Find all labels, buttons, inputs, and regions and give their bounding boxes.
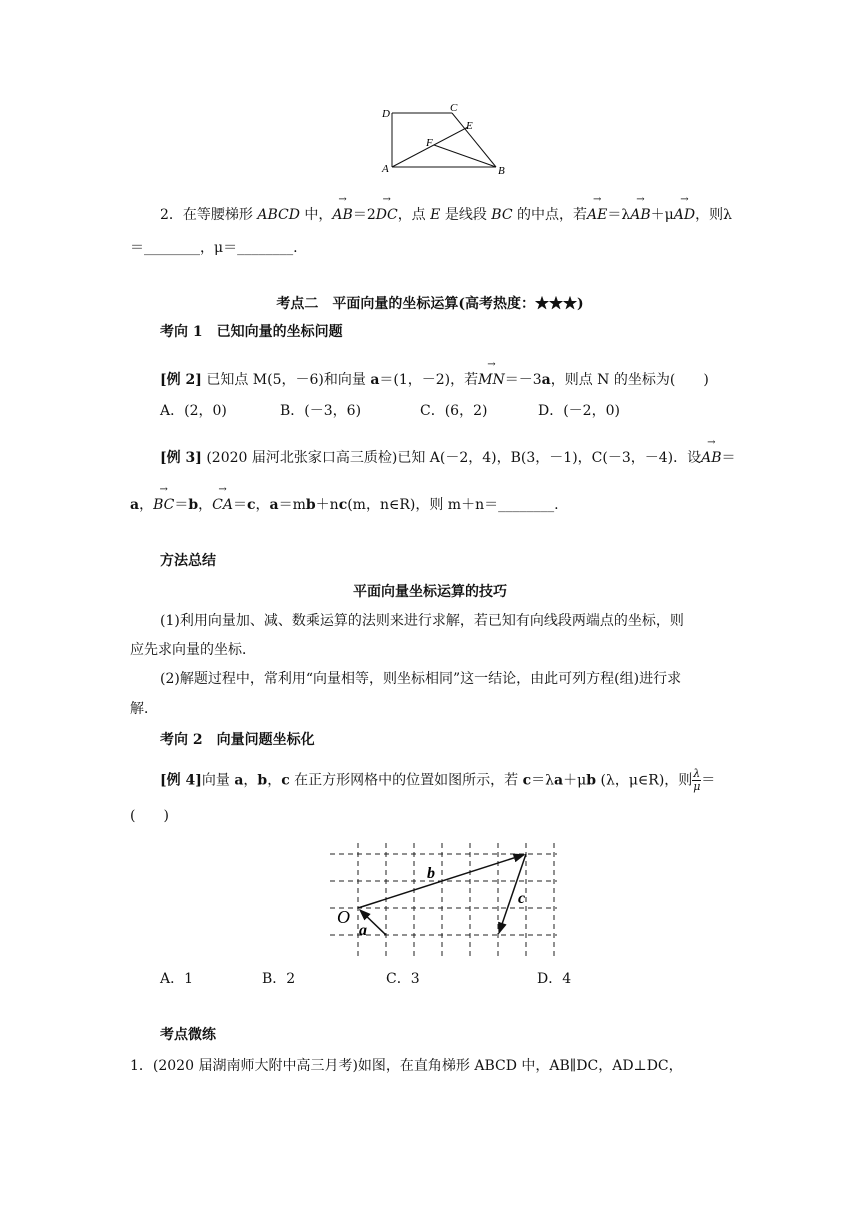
label-A: A — [382, 163, 389, 175]
practice-line-1: 1．(2020 届湖南师大附中高三月考)如图，在直角梯形 ABCD 中，AB∥DC，AD⊥DC， — [130, 1058, 683, 1074]
method-heading: 方法总结 — [160, 553, 216, 569]
vector-grid-figure — [325, 838, 565, 958]
problem-2-line-1: 2．在等腰梯形 ABCD 中，→ AB＝2→ DC，点 E 是线段 BC 的中点，若→ AE＝λ→ AB＋μ→ AD，则λ — [160, 206, 732, 224]
example-4-option-c[interactable]: C．3 — [386, 971, 420, 987]
example-2-option-a[interactable]: A．(2，0) — [160, 403, 227, 419]
method-title: 平面向量坐标运算的技巧 — [353, 584, 507, 600]
method-p1-line-2: 应先求向量的坐标． — [130, 642, 256, 658]
method-p1-line-1: (1)利用向量加、减、数乘运算的法则来进行求解，若已知有向线段两端点的坐标，则 — [160, 613, 684, 629]
grid-label-a: a — [359, 922, 367, 939]
example-2-text: [例 2] 已知点 M(5，－6)和向量 a＝(1，－2)，若→ MN＝－3a，则点 N 的坐标为( ) — [160, 371, 709, 389]
section-2-title: 考点二 平面向量的坐标运算(高考热度：★★★) — [276, 296, 584, 312]
example-3-line-2: a，→ BC＝b，→ CA＝c，a＝mb＋nc(m，n∈R)，则 m＋n＝________. — [130, 496, 559, 514]
grid-label-b: b — [427, 865, 435, 882]
method-p2-line-2: 解． — [130, 701, 158, 717]
label-F: F — [426, 137, 433, 149]
example-2-option-c[interactable]: C．(6，2) — [420, 403, 488, 419]
label-C: C — [450, 102, 458, 114]
example-2-option-d[interactable]: D．(－2，0) — [538, 403, 620, 419]
direction-1-heading: 考向 1 已知向量的坐标问题 — [160, 324, 343, 340]
trapezoid-figure — [378, 100, 518, 180]
example-4-text: [例 4]向量 a，b，c 在正方形网格中的位置如图所示，若 c＝λa＋μb (λ，μ∈R)，则 $\frac{\lambda}{\mu}$ ＝ — [160, 767, 716, 793]
label-D: D — [382, 108, 390, 120]
example-3-line-1: [例 3] (2020 届河北张家口高三质检)已知 A(－2，4)，B(3，－1)，C(－3，－4)．设→ AB＝ — [160, 449, 736, 467]
example-4-option-a[interactable]: A．1 — [160, 971, 194, 987]
fraction: $\frac{\lambda}{\mu}$ — [693, 767, 701, 793]
example-4-answer-paren: ( ) — [130, 808, 169, 824]
problem-2-line-2: ＝________，μ＝________. — [130, 240, 298, 256]
example-4-option-b[interactable]: B．2 — [262, 971, 296, 987]
example-4-option-d[interactable]: D．4 — [537, 971, 572, 987]
label-E: E — [466, 120, 473, 132]
direction-2-heading: 考向 2 向量问题坐标化 — [160, 732, 315, 748]
practice-heading: 考点微练 — [160, 1027, 216, 1043]
example-2-option-b[interactable]: B．(－3，6) — [280, 403, 362, 419]
grid-label-O: O — [337, 907, 350, 927]
label-B: B — [498, 165, 505, 177]
grid-label-c: c — [518, 890, 526, 907]
vector-b — [358, 855, 524, 908]
method-p2-line-1: (2)解题过程中，常利用“向量相等，则坐标相同”这一结论，由此可列方程(组)进行求 — [160, 671, 682, 687]
